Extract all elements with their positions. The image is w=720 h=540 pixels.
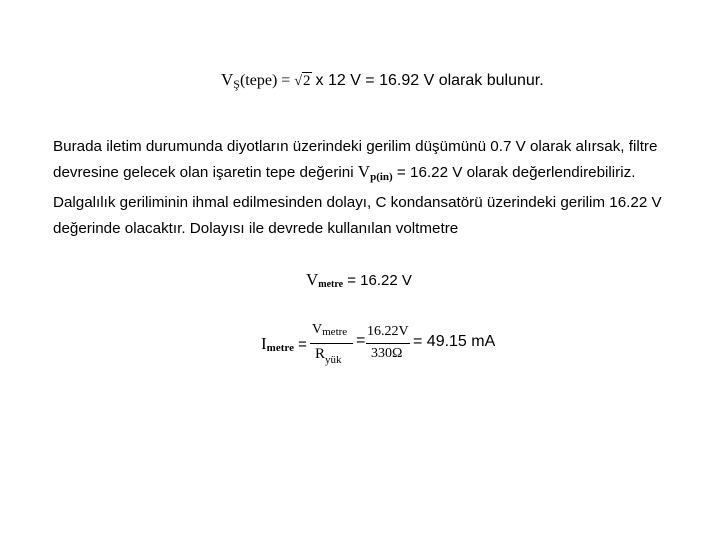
fraction2-denominator: 330Ω	[371, 346, 403, 361]
imetre-subscript: metre	[266, 342, 294, 354]
vmetre-value: = 16.22 V	[343, 272, 412, 289]
vs-subscript: Ş	[233, 77, 240, 91]
current-equals: =	[293, 336, 307, 353]
fraction1-numerator	[312, 322, 347, 338]
fraction1-bar	[310, 343, 353, 344]
vp-symbol: V	[357, 162, 371, 181]
frac1-v-subscript: metre	[322, 326, 348, 338]
paragraph2-line1: Dalgalılık geriliminin ihmal edilmesinden dolayı, C kondansatörü üzerindeki gerilim 16.22 V	[53, 194, 662, 211]
sqrt-argument: 2	[303, 73, 311, 89]
fraction2-numerator: 16.22V	[367, 324, 409, 339]
paragraph1-line1: Burada iletim durumunda diyotların üzerindeki gerilim düşümünü 0.7 V olarak alırsak, filtre	[53, 138, 658, 155]
vs-argument: (tepe)	[239, 72, 278, 89]
paragraph1-line2	[53, 162, 675, 187]
voltmeter-equation	[306, 270, 412, 290]
vs-symbol: V	[221, 70, 234, 89]
current-label	[261, 334, 307, 354]
fraction1-denominator	[315, 346, 342, 366]
paragraph1-line2-end: = 16.22 V olarak değerlendirebiliriz.	[392, 164, 636, 181]
fraction2-bar	[366, 343, 410, 344]
paragraph1-line2-start: devresine gelecek olan işaretin tepe değerini	[53, 164, 358, 181]
vmetre-symbol: V	[306, 270, 319, 289]
frac1-v-symbol: V	[312, 322, 323, 337]
vmetre-subscript: metre	[318, 279, 344, 290]
current-result: = 49.15 mA	[413, 333, 496, 350]
frac1-r-subscript: yük	[325, 354, 342, 366]
peak-result-text: x 12 V = 16.92 V olarak bulunur.	[315, 72, 544, 89]
imetre-symbol: I	[261, 334, 267, 353]
equals-sign: =	[281, 72, 291, 89]
second-equals: =	[356, 332, 366, 349]
vp-subscript: p(in)	[370, 171, 393, 183]
peak-voltage-equation	[221, 70, 544, 92]
sqrt-icon: √	[294, 74, 302, 89]
square-root	[294, 72, 311, 90]
frac1-r-symbol: R	[315, 346, 326, 362]
paragraph2-line2: değerinde olacaktır. Dolayısı ile devrede kullanılan voltmetre	[53, 220, 459, 237]
